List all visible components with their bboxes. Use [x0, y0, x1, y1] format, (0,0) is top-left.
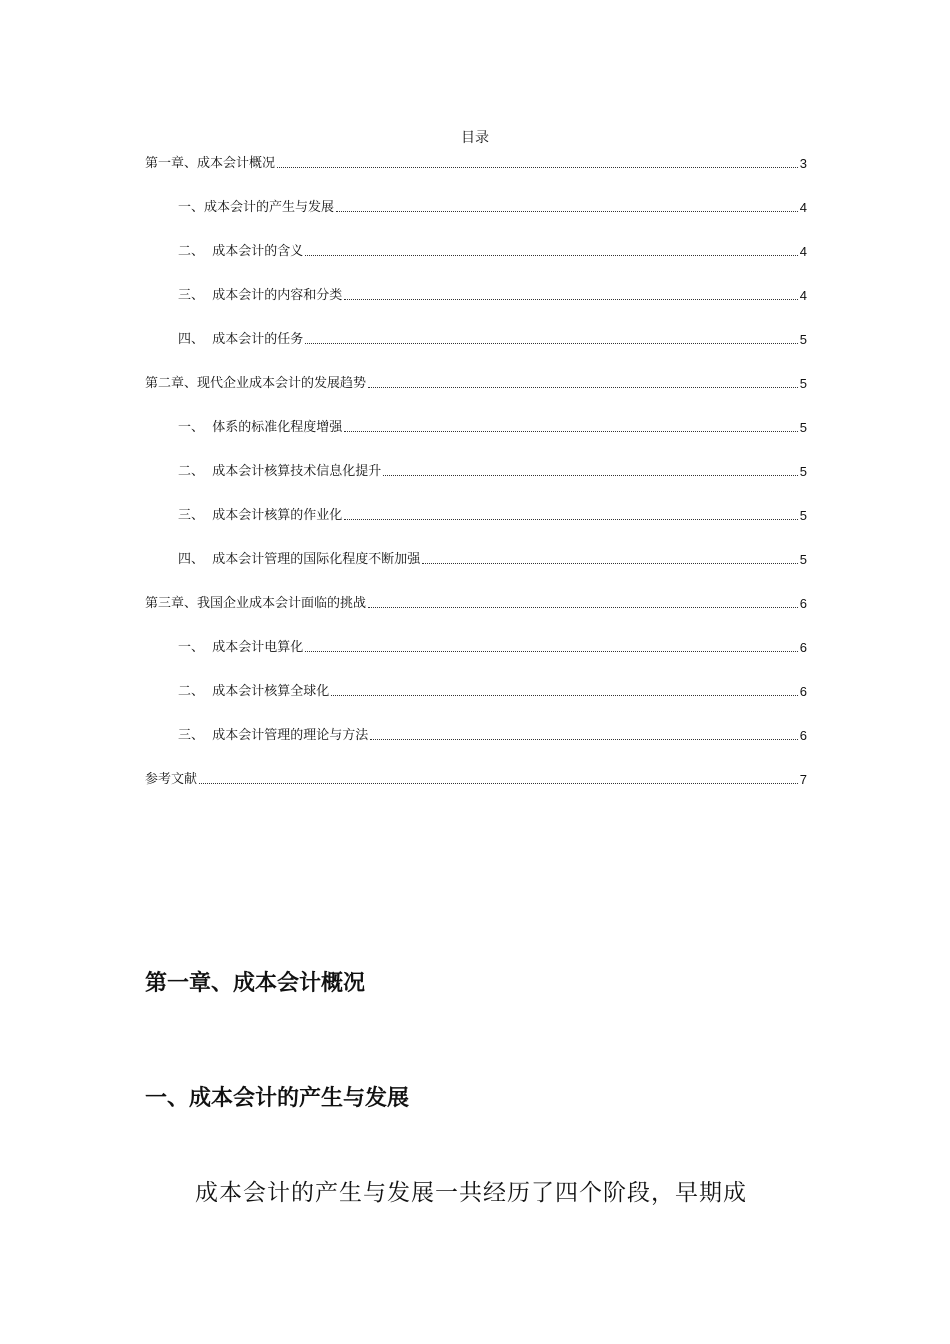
toc-entry-page: 5 — [799, 552, 807, 567]
toc-entry-page: 7 — [799, 772, 807, 787]
toc-entry-page: 3 — [799, 156, 807, 171]
toc-entry-label: 成本会计核算技术信息化提升 — [212, 464, 382, 479]
toc-entry[interactable] — [178, 461, 807, 481]
toc-entry-page: 5 — [799, 420, 807, 435]
toc-dot-leader — [370, 738, 797, 740]
toc-entry[interactable] — [145, 153, 807, 173]
toc-entry[interactable] — [178, 681, 807, 701]
toc-entry-label: 体系的标准化程度增强 — [212, 420, 343, 435]
toc-entry-label: 一、成本会计的产生与发展 — [178, 200, 335, 215]
toc-dot-leader — [344, 518, 797, 520]
toc-entry-number: 一、 — [178, 640, 213, 655]
toc-entry[interactable] — [178, 197, 807, 217]
toc-entry[interactable] — [145, 373, 807, 393]
toc-dot-leader — [422, 562, 797, 564]
toc-entry-page: 4 — [799, 200, 807, 215]
toc-entry-page: 6 — [799, 596, 807, 611]
toc-entry-label: 成本会计电算化 — [212, 640, 304, 655]
chapter-heading: 第一章、成本会计概况 — [145, 971, 366, 996]
toc-entry[interactable] — [178, 725, 807, 745]
section-heading: 一、成本会计的产生与发展 — [145, 1086, 410, 1111]
toc-entry[interactable] — [178, 549, 807, 569]
toc-dot-leader — [383, 474, 797, 476]
toc-entry-label: 成本会计管理的理论与方法 — [212, 728, 369, 743]
toc-entry-number: 三、 — [178, 728, 213, 743]
toc-entry-label: 成本会计核算的作业化 — [212, 508, 343, 523]
toc-entry-label: 成本会计管理的国际化程度不断加强 — [212, 552, 421, 567]
toc-dot-leader — [331, 694, 797, 696]
toc-entry-number: 一、 — [178, 420, 213, 435]
toc-entry[interactable] — [178, 417, 807, 437]
toc-entry-label: 参考文献 — [145, 772, 198, 787]
toc-entry-page: 5 — [799, 464, 807, 479]
toc-entry[interactable] — [178, 285, 807, 305]
toc-entry-number: 三、 — [178, 288, 213, 303]
toc-entry-page: 4 — [799, 288, 807, 303]
toc-entry-label: 第一章、成本会计概况 — [145, 156, 276, 171]
toc-entry-page: 6 — [799, 640, 807, 655]
toc-entry[interactable] — [178, 329, 807, 349]
toc-dot-leader — [368, 386, 798, 388]
toc-entry-label: 成本会计的含义 — [212, 244, 304, 259]
toc-dot-leader — [368, 606, 798, 608]
toc-entry-number: 三、 — [178, 508, 213, 523]
toc-entry-label: 成本会计的任务 — [212, 332, 304, 347]
toc-entry-page: 6 — [799, 684, 807, 699]
toc-entry-number: 四、 — [178, 552, 213, 567]
toc-dot-leader — [199, 782, 798, 784]
toc-entry-page: 5 — [799, 508, 807, 523]
toc-entry-label: 第三章、我国企业成本会计面临的挑战 — [145, 596, 367, 611]
toc-entry[interactable] — [178, 241, 807, 261]
toc-entry-page: 6 — [799, 728, 807, 743]
toc-entry-label: 成本会计的内容和分类 — [212, 288, 343, 303]
toc-dot-leader — [305, 650, 797, 652]
toc-dot-leader — [305, 254, 797, 256]
toc-entry-number: 二、 — [178, 244, 213, 259]
toc-entry-label: 第二章、现代企业成本会计的发展趋势 — [145, 376, 367, 391]
toc-entry-label: 成本会计核算全球化 — [212, 684, 330, 699]
toc-dot-leader — [277, 166, 798, 168]
toc-dot-leader — [344, 298, 797, 300]
toc-entry[interactable] — [145, 769, 807, 789]
toc-entry-page: 4 — [799, 244, 807, 259]
toc-entry[interactable] — [178, 505, 807, 525]
toc-title: 目录 — [461, 130, 489, 146]
toc-dot-leader — [344, 430, 797, 432]
toc-dot-leader — [336, 210, 798, 212]
toc-entry-number: 二、 — [178, 464, 213, 479]
toc-entry-number: 四、 — [178, 332, 213, 347]
toc-dot-leader — [305, 342, 797, 344]
toc-entry-number: 二、 — [178, 684, 213, 699]
body-paragraph: 成本会计的产生与发展一共经历了四个阶段，早期成 — [195, 1180, 747, 1206]
toc-entry-page: 5 — [799, 376, 807, 391]
toc-entry[interactable] — [145, 593, 807, 613]
toc-entry-page: 5 — [799, 332, 807, 347]
toc-entry[interactable] — [178, 637, 807, 657]
